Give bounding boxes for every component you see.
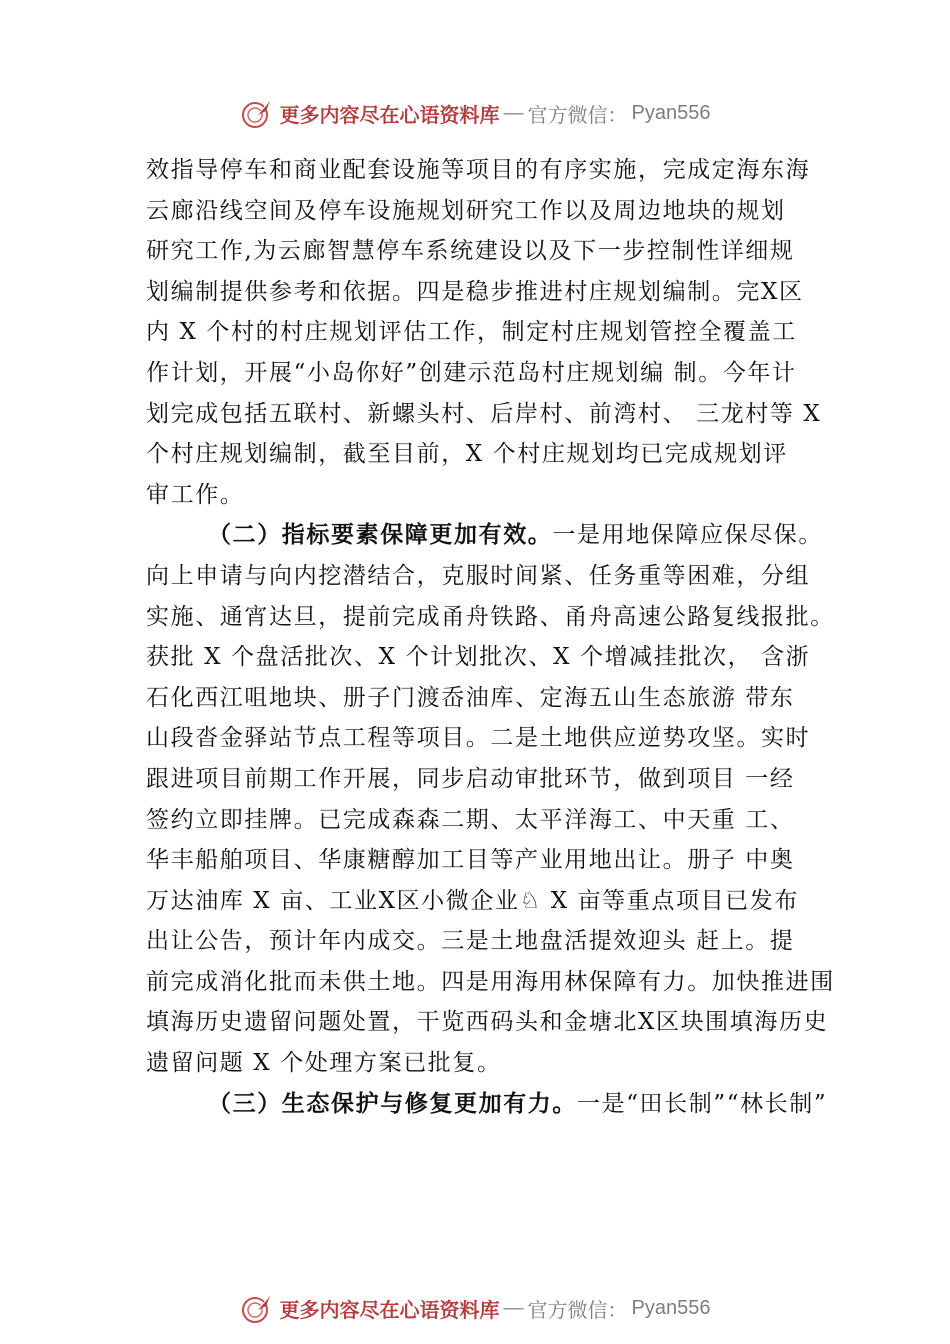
text-line: 个村庄规划编制，截至目前，X 个村庄规划均已完成规划评 bbox=[146, 441, 788, 468]
text-line: 划完成包括五联村、新螺头村、后岸村、前湾村、 三龙村等 X bbox=[146, 400, 822, 427]
text-line: 研究工作,为云廊智慧停车系统建设以及下一步控制性详细规 bbox=[146, 238, 795, 265]
text-line: 实施、通宵达旦，提前完成甬舟铁路、甬舟高速公路复线报批。 bbox=[146, 603, 835, 630]
banner-wechat-label: 官方微信： bbox=[527, 102, 628, 127]
document-body bbox=[146, 150, 846, 1124]
section-2-first-line bbox=[146, 515, 846, 556]
quill-logo-icon bbox=[240, 95, 276, 131]
text-line: 出让公告，预计年内成交。三是土地盘活提效迎头 赶上。提 bbox=[146, 928, 795, 955]
text-line: 内 X 个村的村庄规划评估工作，制定村庄规划管控全覆盖工 bbox=[146, 319, 797, 346]
section-3-heading: （三）生态保护与修复更加有力。 bbox=[208, 1089, 577, 1117]
text-line: 获批 X 个盘活批次、X 个计划批次、X 个增减挂批次， 含浙 bbox=[146, 644, 811, 671]
banner-title: 更多内容尽在心语资料库 bbox=[279, 1297, 500, 1322]
section-2-heading: （二）指标要素保障更加有效。 bbox=[208, 521, 553, 549]
text-line: 审工作。 bbox=[146, 481, 245, 508]
section-3-heading-rest: 一是“田长制”“林长制” bbox=[577, 1090, 828, 1117]
text-line: 云廊沿线空间及停车设施规划研究工作以及周边地块的规划 bbox=[146, 197, 786, 224]
text-line: 石化西江咀地块、册子门渡岙油库、定海五山生态旅游 带东 bbox=[146, 684, 795, 711]
text-line: 作计划，开展“小岛你好”创建示范岛村庄规划编 制。今年计 bbox=[146, 359, 797, 386]
text-line: 效指导停车和商业配套设施等项目的有序实施，完成定海东海 bbox=[146, 157, 811, 183]
text-line: 签约立即挂牌。已完成森森二期、太平洋海工、中天重 工、 bbox=[146, 806, 795, 833]
banner-wechat-id: Pyan556 bbox=[631, 101, 711, 124]
bottom-banner-inner bbox=[240, 1290, 711, 1326]
text-line: 填海历史遗留问题处置，干览西码头和金塘北X区块围填海历史 bbox=[146, 1009, 829, 1036]
section-2-heading-rest: 一是用地保障应保尽保。 bbox=[552, 522, 824, 549]
text-line: 跟进项目前期工作开展，同步启动审批环节，做到项目 一经 bbox=[146, 765, 795, 792]
text-line: 山段沓金驿站节点工程等项目。二是土地供应逆势攻坚。实时 bbox=[146, 725, 811, 752]
text-line: 向上申请与向内挖潜结合，克服时间紧、任务重等困难，分组 bbox=[146, 562, 811, 589]
banner-wechat-label: 官方微信： bbox=[527, 1297, 628, 1322]
banner-separator: — bbox=[503, 1296, 524, 1319]
section-3-first-line bbox=[146, 1084, 846, 1125]
text-line: 划编制提供参考和依据。四是稳步推进村庄规划编制。完X区 bbox=[146, 278, 804, 305]
text-line: 前完成消化批而未供土地。四是用海用林保障有力。加快推进围 bbox=[146, 968, 835, 995]
text-line: 万达油库 X 亩、工业X区小微企业♘ X 亩等重点项目已发布 bbox=[146, 887, 799, 914]
text-line: 遗留问题 X 个处理方案已批复。 bbox=[146, 1050, 502, 1077]
top-banner bbox=[0, 93, 950, 133]
banner-title: 更多内容尽在心语资料库 bbox=[279, 102, 500, 127]
banner-separator: — bbox=[503, 101, 524, 124]
banner-wechat-id: Pyan556 bbox=[631, 1296, 711, 1319]
bottom-banner bbox=[0, 1288, 950, 1328]
quill-logo-icon bbox=[240, 1290, 276, 1326]
text-line: 华丰船舶项目、华康糖醇加工目等产业用地出让。册子 中奥 bbox=[146, 847, 795, 874]
top-banner-inner bbox=[240, 95, 711, 131]
